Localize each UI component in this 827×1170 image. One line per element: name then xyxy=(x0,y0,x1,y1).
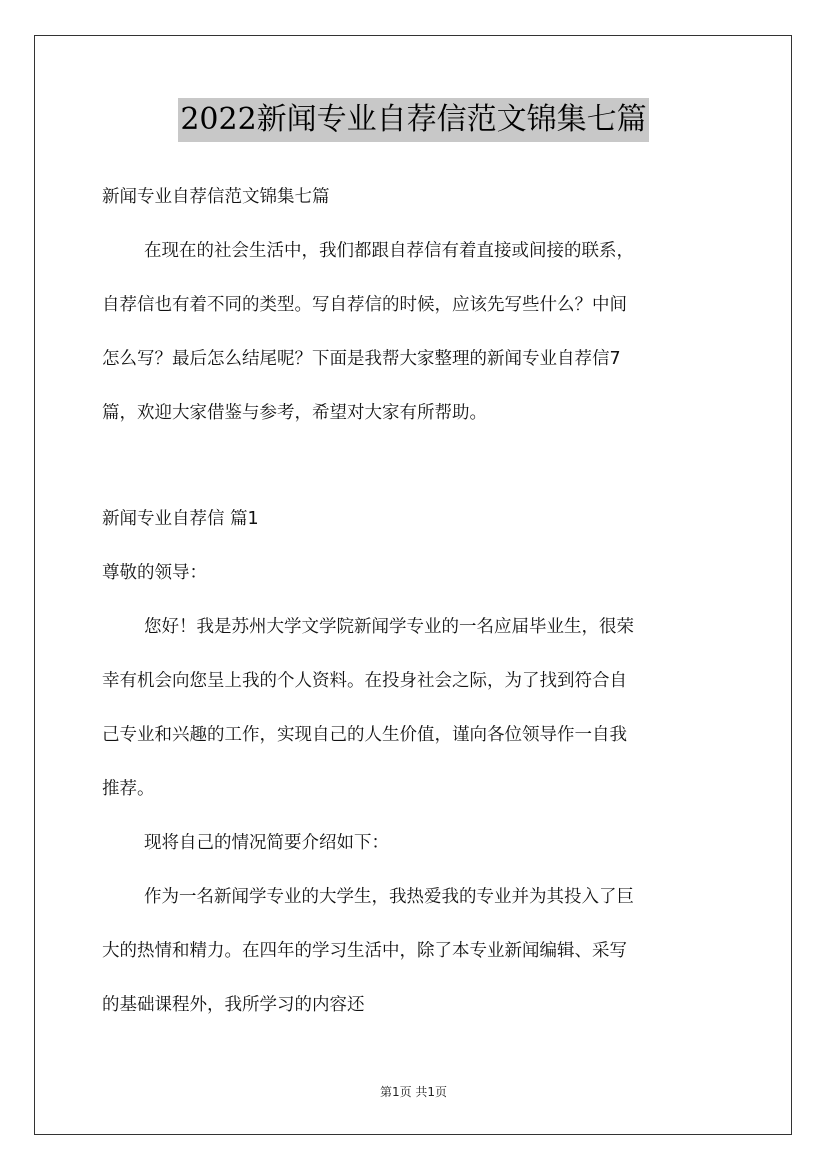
title-container xyxy=(0,98,827,142)
paragraph-line: 幸有机会向您呈上我的个人资料。在投身社会之际，为了找到符合自 xyxy=(102,671,627,691)
intro-line: 怎么写？最后怎么结尾呢？下面是我帮大家整理的新闻专业自荐信7 xyxy=(102,349,621,369)
intro-paragraph xyxy=(102,224,726,440)
body-paragraph xyxy=(102,870,726,1032)
spacer xyxy=(102,440,726,492)
body-paragraph xyxy=(102,816,726,870)
paragraph-line: 现将自己的情况简要介绍如下： xyxy=(144,833,389,853)
paragraph-line: 您好！我是苏州大学文学院新闻学专业的一名应届毕业生，很荣 xyxy=(144,617,634,637)
paragraph-line: 大的热情和精力。在四年的学习生活中，除了本专业新闻编辑、采写 xyxy=(102,941,627,961)
paragraph-line: 推荐。 xyxy=(102,779,155,799)
salutation: 尊敬的领导： xyxy=(102,563,207,583)
intro-line: 自荐信也有着不同的类型。写自荐信的时候，应该先写些什么？中间 xyxy=(102,295,627,315)
paragraph-line: 的基础课程外，我所学习的内容还 xyxy=(102,995,365,1015)
document-body xyxy=(102,170,726,1032)
intro-line: 篇，欢迎大家借鉴与参考，希望对大家有所帮助。 xyxy=(102,403,487,423)
section-heading: 新闻专业自荐信 篇1 xyxy=(102,509,259,529)
paragraph-line: 己专业和兴趣的工作，实现自己的人生价值，谨向各位领导作一自我 xyxy=(102,725,627,745)
page-footer: 第1页 共1页 xyxy=(379,1085,448,1099)
document-title: 2022新闻专业自荐信范文锦集七篇 xyxy=(178,98,648,142)
body-paragraph xyxy=(102,600,726,816)
subtitle: 新闻专业自荐信范文锦集七篇 xyxy=(102,187,330,207)
paragraph-line: 作为一名新闻学专业的大学生，我热爱我的专业并为其投入了巨 xyxy=(144,887,634,907)
intro-line: 在现在的社会生活中，我们都跟自荐信有着直接或间接的联系， xyxy=(144,241,634,261)
